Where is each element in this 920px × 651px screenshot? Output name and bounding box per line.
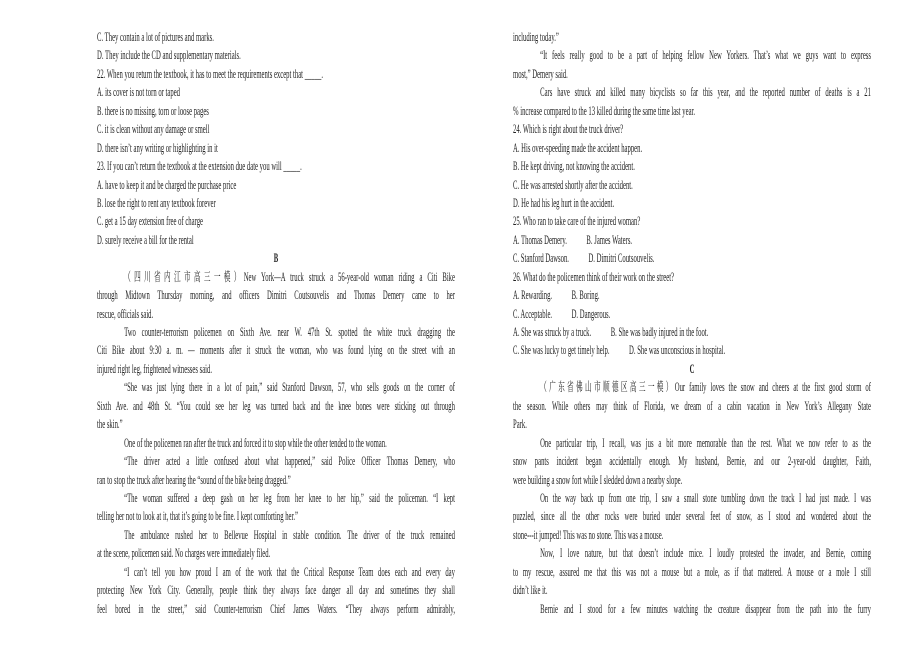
paragraph-line: were building a snow fort while I sledded down a nearby slope. <box>513 472 683 487</box>
paragraph-line: through Midtown Thursday morning, and officers Dimitri Coutsouvelis and Thomas Demery came to her <box>97 288 455 303</box>
text-line: D. surely receive a bill for the rental <box>97 232 194 247</box>
option-a: C. Acceptable. <box>513 306 553 321</box>
text-line: 23. If you can’t return the textbook at the extension due date you will _____. <box>97 159 302 174</box>
text-line: C. get a 15 day extension free of charge <box>97 214 204 229</box>
paragraph-line: Sixth Ave. and 48th St. “You could see her leg was turned back and the knee bones were sticking out through <box>97 398 455 413</box>
paragraph-line: didn’t like it. <box>513 583 548 598</box>
paragraph-line: ran to stop the truck after hearing the “sound of the bike being dragged.” <box>97 472 291 487</box>
paragraph-line: the season. While others may think of Florida, we dream of a cabin vacation in New York’s Allegany State <box>513 398 871 413</box>
paragraph-line: most,” Demery said. <box>513 66 568 81</box>
text-line: A. His over-speeding made the accident happen. <box>513 140 643 155</box>
left-column <box>97 28 455 618</box>
option-a: A. She was struck by a truck. <box>513 325 592 339</box>
text-line: B. there is no missing, torn or loose pages <box>97 103 209 118</box>
option-b: B. James Waters. <box>586 232 633 247</box>
paragraph-line: puzzled, since all the other rocks were buried under several feet of snow, as I stood and wondered about the <box>513 509 871 524</box>
text-line: 25. Who ran to take care of the injured woman? <box>513 214 641 229</box>
section-heading: B <box>273 251 279 266</box>
option-pair-line <box>513 249 871 267</box>
paragraph-line: Now, I love nature, but that doesn’t include mice. I loudly protested the invader, and Bernie, coming <box>540 546 871 561</box>
paragraph-line: stone---it jumped! This was no stone. This was a mouse. <box>513 527 664 542</box>
paragraph-line: protecting New York City. Generally, people think they always face danger all day and sometimes they shall <box>97 583 455 598</box>
paragraph-line: One of the policemen ran after the truck and forced it to stop while the other tended to the woman. <box>124 435 387 450</box>
paragraph-line: the skin.” <box>97 417 123 432</box>
option-pair-line <box>513 286 871 304</box>
paragraph-line: snow pants incident began accidentally enough. My husband, Bernie, and our 2-year-old daughter, Faith, <box>513 454 871 469</box>
paragraph-line: （四川省内江市高三一模）New York—A truck struck a 56-year-old woman riding a Citi Bike <box>124 269 455 284</box>
option-pair-line <box>513 323 871 341</box>
text-line: 22. When you return the textbook, it has to meet the requirements except that _____. <box>97 66 324 81</box>
paragraph-line: Two counter-terrorism policemen on Sixth Ave. near W. 47th St. spotted the white truck dragging the <box>124 325 455 339</box>
option-a: C. She was lucky to get timely help. <box>513 343 610 358</box>
option-pair-line <box>513 231 871 249</box>
text-line: D. there isn’t any writing or highlighting in it <box>97 140 218 155</box>
option-pair-line <box>513 341 871 359</box>
paragraph-line: telling her not to look at it, that it’s going to be fine. I kept comforting her.” <box>97 509 298 524</box>
paragraph-line: feel bored in the street,” said Counter-terrorism Chief James Waters. “They always perform admirably, <box>97 601 455 616</box>
paragraph-line: % increase compared to the 13 killed during the same time last year. <box>513 103 696 118</box>
paragraph-line: Citi Bike about 9:30 a. m. — moments after it struck the woman, who was found lying on the street with an <box>97 343 455 358</box>
option-b: D. Dangerous. <box>571 306 611 321</box>
option-pair-line <box>513 305 871 323</box>
paragraph-line: （广东省佛山市顺德区高三一模）Our family loves the snow and cheers at the first good storm of <box>540 380 871 395</box>
paragraph-line: “The driver acted a little confused about what happened,” said Police Officer Thomas Demery, who <box>124 454 455 469</box>
text-line: D. They include the CD and supplementary materials. <box>97 48 241 63</box>
text-line: 24. Which is right about the truck driver? <box>513 122 624 137</box>
option-b: D. Dimitri Coutsouvelis. <box>588 251 655 266</box>
paragraph-line: One particular trip, I recall, was jus a bit more memorable than the rest. What we now refer to as the <box>540 435 871 450</box>
option-a: A. Thomas Demery. <box>513 232 567 247</box>
option-b: D. She was unconscious in hospital. <box>629 343 726 358</box>
paragraph-line: at the scene, policemen said. No charges were immediately filed. <box>97 546 271 561</box>
text-line: D. He had his leg hurt in the accident. <box>513 195 615 210</box>
option-b: B. Boring. <box>571 288 600 303</box>
paragraph-line: Bernie and I stood for a few minutes watching the creature disappear from the path into the furry <box>540 601 871 616</box>
text-line: C. They contain a lot of pictures and marks. <box>97 30 214 44</box>
text-line: C. He was arrested shortly after the accident. <box>513 177 633 192</box>
section-heading: C <box>689 361 695 376</box>
text-line: C. it is clean without any damage or smell <box>97 122 210 137</box>
paragraph-line: “It feels really good to be a part of helping fellow New Yorkers. That’s what we guys want to express <box>540 48 871 63</box>
paragraph-line: “The woman suffered a deep gash on her leg from her knee to her hip,” said the policeman. “I kept <box>124 490 455 505</box>
option-a: C. Stanford Dawson. <box>513 251 569 266</box>
paragraph-line: rescue, officials said. <box>97 306 154 321</box>
paragraph-line: On the way back up from one trip, I saw a small stone tumbling down the track I had just made. I was <box>540 490 871 505</box>
paragraph-line: to my rescue, assured me that this was not a mouse but a mole, as if that mattered. A mouse or a mole I still <box>513 564 871 579</box>
paragraph-line: injured right leg, frightened witnesses said. <box>97 361 213 376</box>
text-line: A. its cover is not torn or taped <box>97 85 180 100</box>
text-line: A. have to keep it and be charged the purchase price <box>97 177 237 192</box>
paragraph-line: including today.” <box>513 30 559 44</box>
text-line: B. He kept driving, not knowing the accident. <box>513 159 635 174</box>
paragraph-line: “She was just lying there in a lot of pain,” said Stanford Dawson, 57, who sells goods on the corner of <box>124 380 455 395</box>
paragraph-line: Park. <box>513 417 527 432</box>
text-line: 26. What do the policemen think of their work on the street? <box>513 269 675 284</box>
paragraph-line: “I can’t tell you how proud I am of the work that the Critical Response Team does each and every day <box>124 564 455 579</box>
text-line: B. lose the right to rent any textbook forever <box>97 195 216 210</box>
right-column <box>513 28 871 618</box>
option-b: B. She was badly injured in the foot. <box>610 325 709 339</box>
option-a: A. Rewarding. <box>513 288 553 303</box>
paragraph-line: Cars have struck and killed many bicyclists so far this year, and the reported number of deaths is a 21 <box>540 85 871 100</box>
paragraph-line: The ambulance rushed her to Bellevue Hospital in stable condition. The driver of the truck remained <box>124 527 455 542</box>
